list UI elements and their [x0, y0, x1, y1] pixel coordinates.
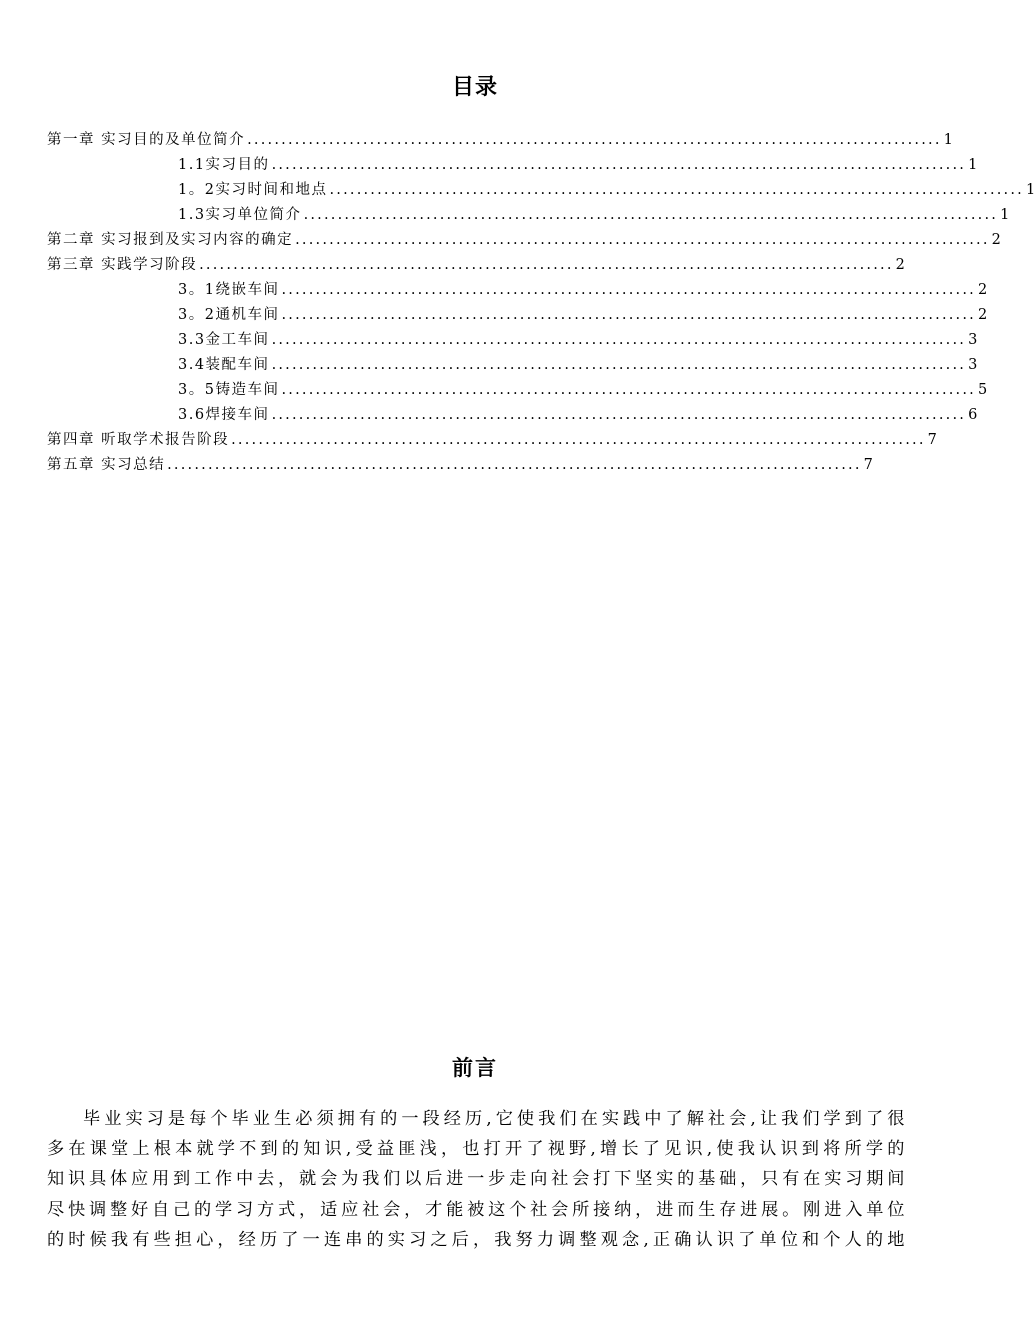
- toc-entry[interactable]: [47, 128, 953, 153]
- toc-entry-page: 2: [977, 282, 988, 298]
- toc-entry[interactable]: [178, 328, 978, 353]
- toc-leader-dots: ......................................................................................................: [281, 382, 976, 398]
- toc-leader-dots: ......................................................................................................: [281, 282, 976, 298]
- preface-line: 尽快调整好自己的学习方式，适应社会，才能被这个社会所接纳，进而生存进展。刚进入单位: [47, 1199, 905, 1220]
- toc-entry[interactable]: [178, 378, 988, 403]
- preface-line: 的时候我有些担心，经历了一连串的实习之后，我努力调整观念,正确认识了单位和个人的地: [47, 1229, 905, 1250]
- toc-entry[interactable]: [178, 153, 978, 178]
- toc-entry-page: 7: [927, 432, 937, 448]
- preface-line: 毕业实习是每个毕业生必须拥有的一段经历,它使我们在实践中了解社会,让我们学到了很: [83, 1109, 905, 1129]
- toc-entry[interactable]: [178, 303, 988, 328]
- toc-entry-text: 第三章 实践学习阶段: [47, 257, 198, 273]
- toc-entry[interactable]: [47, 253, 905, 278]
- toc-entry-text: 1.3实习单位简介: [178, 207, 302, 223]
- toc-leader-dots: ......................................................................................................: [271, 407, 967, 423]
- toc-leader-dots: ......................................................................................................: [271, 357, 967, 373]
- toc-leader-dots: ......................................................................................................: [199, 257, 894, 273]
- toc-leader-dots: ......................................................................................................: [295, 232, 990, 248]
- toc-leader-dots: ......................................................................................................: [231, 432, 926, 448]
- preface-line: 多在课堂上根本就学不到的知识,受益匪浅，也打开了视野,增长了见识,使我认识到将所学的: [47, 1139, 905, 1160]
- toc-leader-dots: ......................................................................................................: [167, 457, 862, 473]
- preface-paragraph: [47, 1104, 905, 1255]
- toc-title: 目录: [451, 75, 498, 100]
- toc-leader-dots: ......................................................................................................: [271, 332, 967, 348]
- toc-entry-text: 3。1绕嵌车间: [178, 282, 280, 298]
- toc-leader-dots: ......................................................................................................: [247, 132, 942, 148]
- toc-entry-page: 3: [968, 357, 978, 373]
- toc-entry-text: 第四章 听取学术报告阶段: [47, 432, 230, 448]
- preface-title: 前言: [452, 1056, 498, 1080]
- toc-entry-page: 3: [968, 332, 978, 348]
- toc-entry[interactable]: [178, 178, 1035, 203]
- toc-entry[interactable]: [47, 453, 873, 478]
- toc-entry-page: 2: [977, 307, 988, 323]
- toc-entry-page: 2: [991, 232, 1001, 248]
- toc-leader-dots: ......................................................................................................: [281, 307, 976, 323]
- toc-entry-text: 3.4装配车间: [178, 357, 270, 373]
- toc-entry-text: 第二章 实习报到及实习内容的确定: [47, 232, 294, 248]
- toc-entry-page: 1: [943, 132, 953, 148]
- toc-entry-page: 1: [968, 157, 978, 173]
- toc-entry-text: 3。5铸造车间: [178, 382, 280, 398]
- toc-entry[interactable]: [47, 428, 937, 453]
- toc-entry-text: 1.1实习目的: [178, 157, 270, 173]
- toc-entry-page: 1: [1000, 207, 1010, 223]
- toc-entry-page: 1: [1025, 182, 1035, 198]
- toc-entry-page: 7: [863, 457, 873, 473]
- toc-entry-text: 3.3金工车间: [178, 332, 270, 348]
- toc-entry-page: 6: [968, 407, 978, 423]
- toc-entry-page: 2: [895, 257, 905, 273]
- toc-entry-text: 3.6焊接车间: [178, 407, 270, 423]
- toc-leader-dots: ......................................................................................................: [271, 157, 967, 173]
- toc-entry-page: 5: [977, 382, 988, 398]
- toc-entry-text: 1。2实习时间和地点: [178, 182, 328, 198]
- toc-entry[interactable]: [47, 228, 1001, 253]
- toc-entry[interactable]: [178, 353, 978, 378]
- toc-entry[interactable]: [178, 278, 988, 303]
- toc-entry[interactable]: [178, 403, 978, 428]
- toc-entry-text: 第一章 实习目的及单位简介: [47, 132, 246, 148]
- toc-leader-dots: ......................................................................................................: [303, 207, 999, 223]
- toc-leader-dots: ......................................................................................................: [329, 182, 1024, 198]
- toc-entry-text: 3。2通机车间: [178, 307, 280, 323]
- toc-entry-text: 第五章 实习总结: [47, 457, 166, 473]
- preface-line: 知识具体应用到工作中去，就会为我们以后进一步走向社会打下坚实的基础，只有在实习期间: [47, 1169, 905, 1190]
- toc-entry[interactable]: [178, 203, 1010, 228]
